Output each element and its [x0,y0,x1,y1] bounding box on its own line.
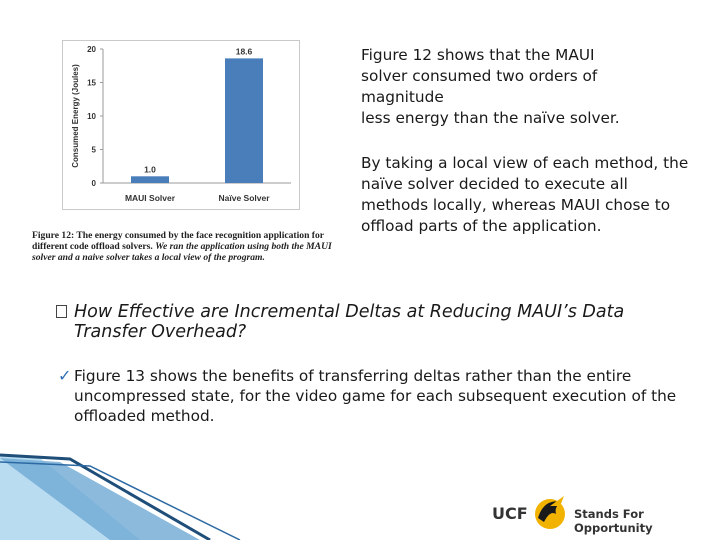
logo-wordmark: UCF [492,504,528,523]
data-label: 1.0 [144,164,156,175]
y-tick-label: 15 [87,78,96,88]
figure-12-chart [62,40,300,210]
bullet-question-text: How Effective are Incremental Deltas at Reducing MAUI’s Data Transfer Overhead? [74,302,625,342]
ucf-logo [492,492,714,534]
data-label: 18.6 [235,46,253,57]
y-tick-label: 0 [91,179,96,188]
caption-bold: Figure 12: The energy consumed by the face recognition application for different code offload solvers. [32,230,324,252]
paragraph-energy [361,45,691,129]
paragraph-line: magnitude [361,88,444,106]
square-bullet-icon [56,305,67,318]
paragraph-line: less energy than the naïve solver. [361,109,620,127]
bar [225,58,263,183]
y-tick-label: 20 [87,45,96,54]
paragraph-local-view: By taking a local view of each method, the naïve solver decided to execute all methods locally, whereas MAUI chose to offload parts of the application. [361,154,689,235]
paragraph-line: Figure 12 shows that the MAUI [361,46,595,64]
paragraph-line: solver consumed two orders of [361,67,598,85]
caption-italic: We ran the application using both the MAUI solver and a naive solver takes a local view of the program. [32,241,332,263]
bar [131,176,169,183]
bullet-answer [58,366,698,426]
bullet-answer-text: Figure 13 shows the benefits of transferring deltas rather than the entire uncompressed state, for the video game for each subsequent execution of the offloaded method. [74,367,677,425]
checkmark-icon: ✓ [58,366,72,385]
category-label: MAUI Solver [124,193,176,203]
bullet-question [56,302,696,342]
pegasus-mark-icon [530,492,570,534]
y-tick-label: 5 [91,145,96,155]
y-tick-label: 10 [87,112,96,121]
y-axis-label: Consumed Energy (Joules) [71,64,80,168]
figure-caption [32,230,332,263]
bar-chart [63,41,299,209]
logo-tagline: Stands For Opportunity [574,507,653,535]
category-label: Naïve Solver [218,193,270,203]
